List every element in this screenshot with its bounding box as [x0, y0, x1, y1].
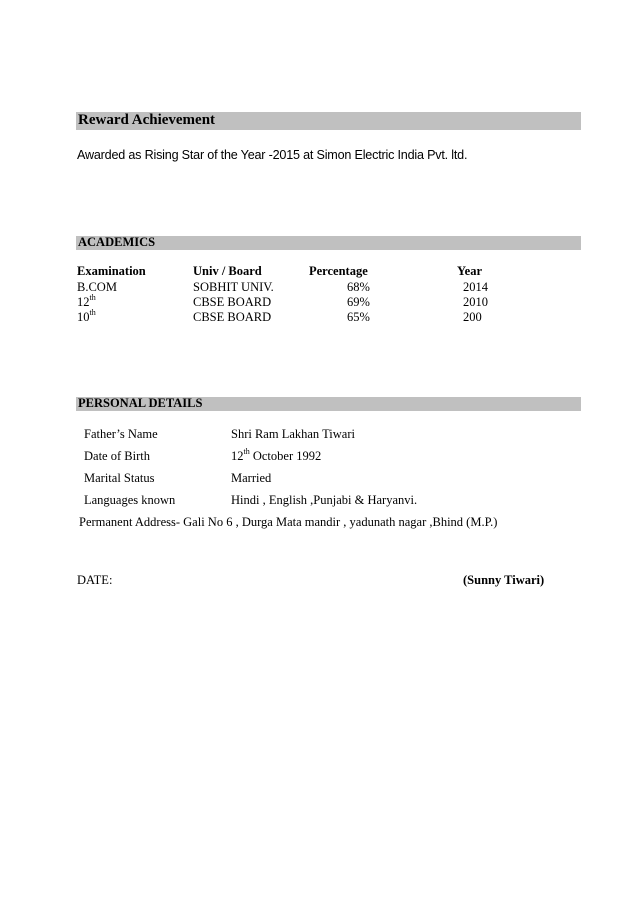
academics-section-header	[76, 236, 581, 250]
signature-name: (Sunny Tiwari)	[463, 573, 545, 587]
board-cell: CBSE BOARD	[193, 310, 272, 324]
column-header-examination: Examination	[77, 264, 146, 278]
percentage-cell: 69%	[347, 295, 370, 309]
languages-label: Languages known	[84, 493, 176, 507]
year-cell: 2010	[463, 295, 488, 309]
date-label: DATE:	[77, 573, 113, 587]
exam-cell: B.COM	[77, 280, 117, 294]
year-cell: 2014	[463, 280, 488, 294]
exam-cell: 10th	[77, 308, 96, 324]
exam-cell: 12th	[77, 293, 96, 309]
year-cell: 200	[463, 310, 482, 324]
permanent-address: Permanent Address- Gali No 6 , Durga Mata mandir , yadunath nagar ,Bhind (M.P.)	[79, 515, 498, 529]
column-header-percentage: Percentage	[309, 264, 368, 278]
personal-details-heading: PERSONAL DETAILS	[78, 396, 203, 410]
dob-value: 12th October 1992	[231, 447, 322, 463]
percentage-cell: 68%	[347, 280, 370, 294]
academics-heading: ACADEMICS	[78, 235, 156, 249]
column-header-board: Univ / Board	[193, 264, 262, 278]
board-cell: SOBHIT UNIV.	[193, 280, 274, 294]
languages-value: Hindi , English ,Punjabi & Haryanvi.	[231, 493, 418, 507]
fathers-name-value: Shri Ram Lakhan Tiwari	[231, 427, 355, 441]
dob-label: Date of Birth	[84, 449, 150, 463]
marital-status-label: Marital Status	[84, 471, 155, 485]
personal-details-section-header	[76, 397, 581, 411]
marital-status-value: Married	[231, 471, 272, 485]
reward-text: Awarded as Rising Star of the Year -2015 at Simon Electric India Pvt. ltd.	[77, 148, 468, 162]
board-cell: CBSE BOARD	[193, 295, 272, 309]
percentage-cell: 65%	[347, 310, 370, 324]
reward-section-header	[76, 112, 581, 130]
reward-heading: Reward Achievement	[78, 112, 216, 128]
fathers-name-label: Father’s Name	[84, 427, 158, 441]
column-header-year: Year	[457, 264, 482, 278]
